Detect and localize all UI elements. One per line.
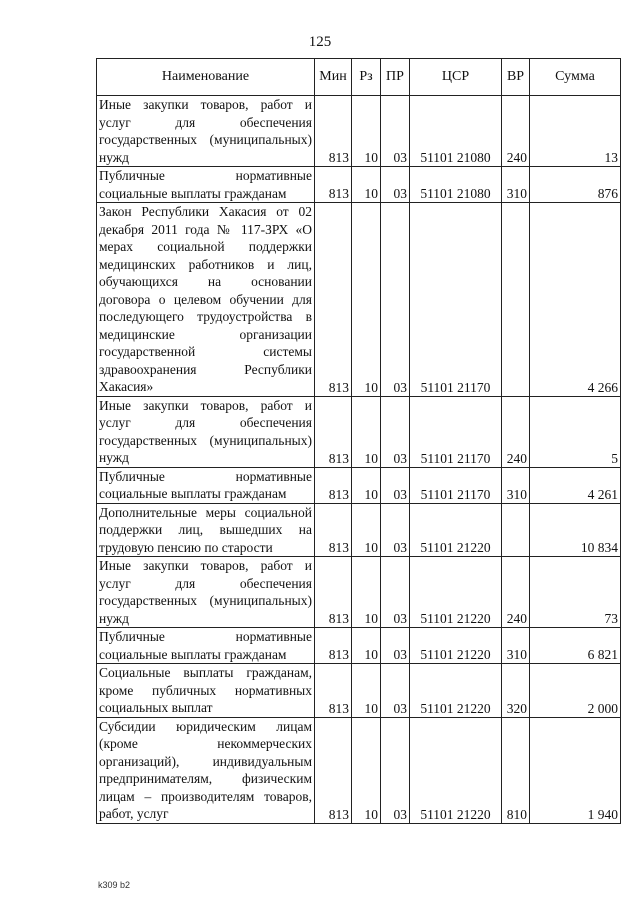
table-row [97,717,621,823]
cell-vr: 320 [502,664,530,718]
cell-vr: 310 [502,628,530,664]
cell-min: 813 [315,628,352,664]
cell-vr: 240 [502,396,530,467]
cell-csr: 51101 21220 [410,557,502,628]
cell-rz: 10 [352,717,381,823]
cell-pr: 03 [381,628,410,664]
cell-rz: 10 [352,396,381,467]
cell-csr: 51101 21170 [410,396,502,467]
cell-sum: 4 261 [530,467,621,503]
header-name: Наименование [97,59,315,96]
cell-min: 813 [315,467,352,503]
cell-sum: 2 000 [530,664,621,718]
cell-csr: 51101 21220 [410,717,502,823]
cell-csr: 51101 21220 [410,664,502,718]
cell-rz: 10 [352,467,381,503]
cell-pr: 03 [381,96,410,167]
cell-name: Иные закупки товаров, работ и услуг для обеспечения государственных (муниципальных) нужд [97,96,315,167]
cell-rz: 10 [352,96,381,167]
cell-pr: 03 [381,467,410,503]
table-header-row [97,59,621,96]
cell-sum: 13 [530,96,621,167]
header-pr: ПР [381,59,410,96]
cell-min: 813 [315,396,352,467]
cell-min: 813 [315,203,352,397]
cell-name: Публичные нормативные социальные выплаты гражданам [97,467,315,503]
cell-csr: 51101 21170 [410,203,502,397]
cell-pr: 03 [381,203,410,397]
cell-sum: 73 [530,557,621,628]
cell-min: 813 [315,503,352,557]
table-row [97,557,621,628]
cell-name: Дополнительные меры социальной поддержки лиц, вышедших на трудовую пенсию по старости [97,503,315,557]
header-vr: ВР [502,59,530,96]
table-row [97,467,621,503]
cell-sum: 5 [530,396,621,467]
cell-csr: 51101 21080 [410,167,502,203]
cell-min: 813 [315,96,352,167]
cell-rz: 10 [352,557,381,628]
cell-pr: 03 [381,717,410,823]
cell-pr: 03 [381,167,410,203]
cell-vr: 240 [502,557,530,628]
cell-rz: 10 [352,203,381,397]
table-row [97,628,621,664]
cell-name: Иные закупки товаров, работ и услуг для обеспечения государственных (муниципальных) нужд [97,557,315,628]
cell-vr: 810 [502,717,530,823]
table-row [97,96,621,167]
cell-vr: 310 [502,467,530,503]
cell-rz: 10 [352,628,381,664]
cell-min: 813 [315,717,352,823]
table-row [97,167,621,203]
table-row [97,664,621,718]
table-row [97,396,621,467]
page-number: 125 [308,34,332,50]
footer-code: k309 b2 [98,880,131,890]
cell-vr [502,203,530,397]
cell-min: 813 [315,167,352,203]
cell-vr: 240 [502,96,530,167]
cell-name: Социальные выплаты гражданам, кроме публичных нормативных социальных выплат [97,664,315,718]
table-row [97,203,621,397]
cell-sum: 1 940 [530,717,621,823]
cell-rz: 10 [352,167,381,203]
cell-sum: 6 821 [530,628,621,664]
table-row [97,503,621,557]
cell-rz: 10 [352,664,381,718]
cell-name: Иные закупки товаров, работ и услуг для обеспечения государственных (муниципальных) нужд [97,396,315,467]
cell-vr [502,503,530,557]
header-min: Мин [315,59,352,96]
cell-sum: 876 [530,167,621,203]
cell-vr: 310 [502,167,530,203]
cell-name: Публичные нормативные социальные выплаты гражданам [97,167,315,203]
cell-sum: 10 834 [530,503,621,557]
cell-min: 813 [315,664,352,718]
cell-name: Публичные нормативные социальные выплаты гражданам [97,628,315,664]
cell-pr: 03 [381,503,410,557]
cell-csr: 51101 21220 [410,503,502,557]
cell-pr: 03 [381,396,410,467]
header-sum: Сумма [530,59,621,96]
header-rz: Рз [352,59,381,96]
cell-pr: 03 [381,557,410,628]
cell-name: Субсидии юридическим лицам (кроме некоммерческих организаций), индивидуальным предпринимателям, физическим лицам – производителям товаров, работ, услуг [97,717,315,823]
cell-rz: 10 [352,503,381,557]
cell-csr: 51101 21080 [410,96,502,167]
cell-csr: 51101 21220 [410,628,502,664]
cell-min: 813 [315,557,352,628]
header-csr: ЦСР [410,59,502,96]
cell-pr: 03 [381,664,410,718]
cell-csr: 51101 21170 [410,467,502,503]
budget-table [96,58,621,824]
cell-name: Закон Республики Хакасия от 02 декабря 2011 года № 117-ЗРХ «О мерах социальной поддержки медицинских работников и лиц, обучающихся на основании договора о целевом обучении для последующего трудоустройства в медицинские организации государственной системы здравоохранения Республики Хакасия» [97,203,315,397]
table-body [97,96,621,824]
cell-sum: 4 266 [530,203,621,397]
